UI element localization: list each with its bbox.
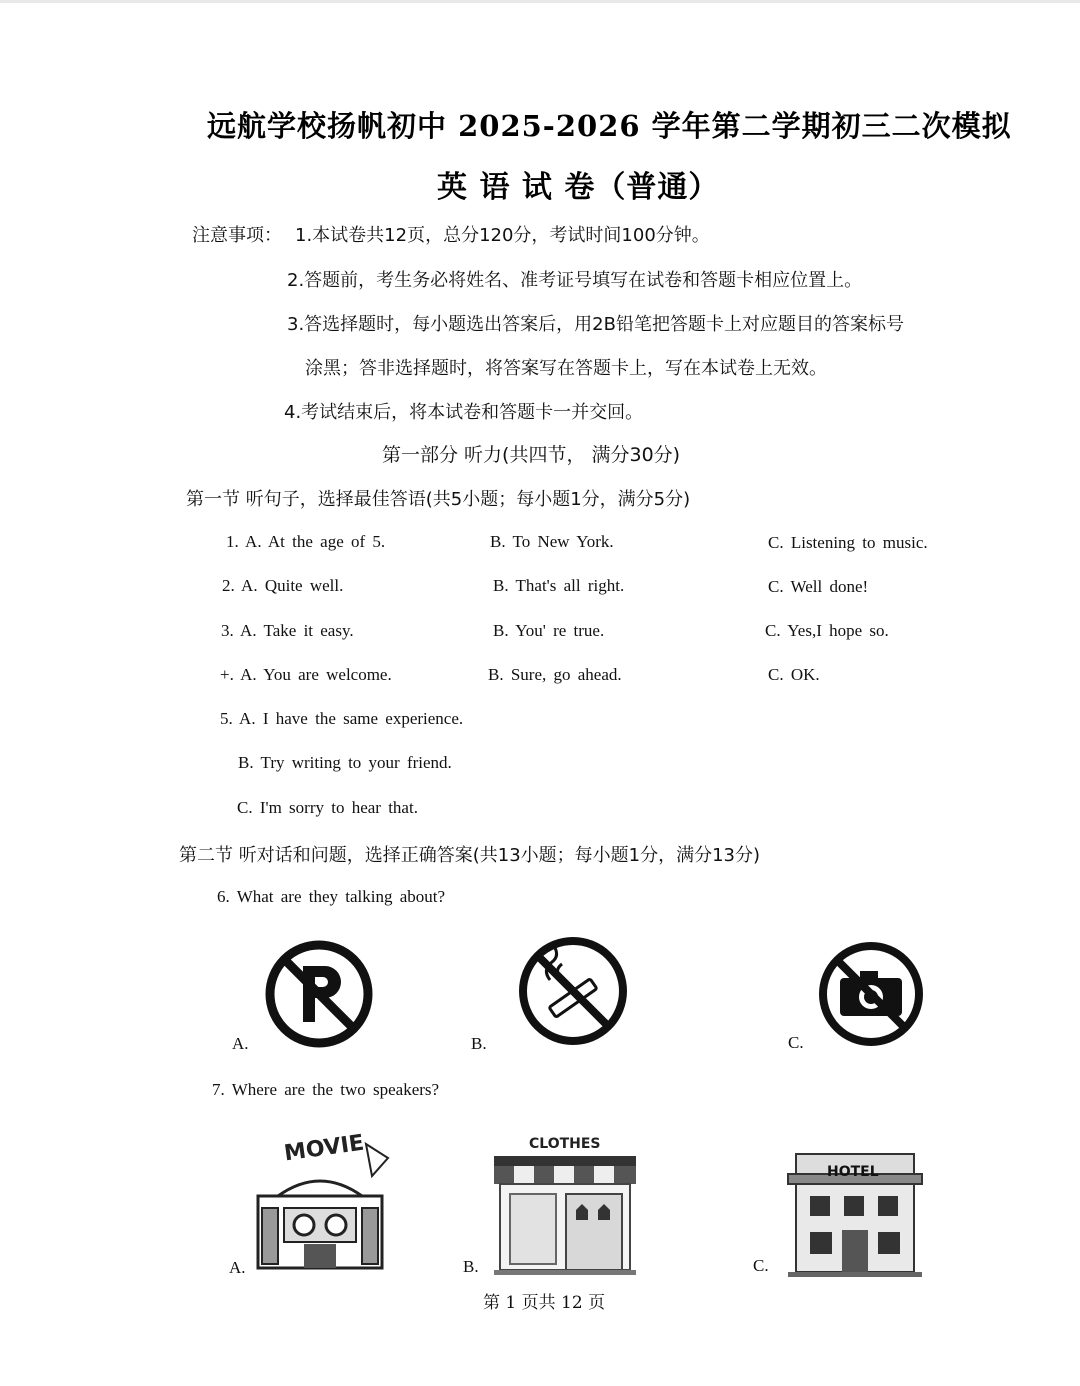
q4-option-b: B. Sure, go ahead.: [488, 665, 622, 684]
q7-stem: 7. Where are the two speakers?: [212, 1080, 440, 1099]
q4-option-a: +. A. You are welcome.: [220, 665, 392, 684]
q1-option-b: B. To New York.: [490, 532, 614, 551]
top-border: [0, 0, 1080, 3]
q3-option-a: 3. A. Take it easy.: [221, 621, 354, 640]
q1-option-c: C. Listening to music.: [768, 533, 928, 552]
q2-option-c: C. Well done!: [768, 577, 869, 596]
no-smoking-icon: [516, 934, 630, 1048]
note-item-1: 1.本试卷共12页，总分120分，考试时间100分钟。: [295, 225, 710, 246]
q6-label-c: C.: [788, 1033, 804, 1052]
movie-sign-text: MOVIE: [282, 1130, 366, 1167]
page-number: 第 1 页共 12 页: [483, 1293, 606, 1313]
q5-option-a: 5. A. I have the same experience.: [220, 709, 464, 728]
no-camera-icon: [816, 938, 926, 1050]
q3-option-c: C. Yes,I hope so.: [765, 621, 889, 640]
q6-label-a: A.: [232, 1034, 249, 1053]
section2-heading: 第二节 听对话和问题，选择正确答案(共13小题；每小题1分，满分13分): [179, 845, 761, 866]
note-item-2: 2.答题前，考生务必将姓名、准考证号填写在试卷和答题卡相应位置上。: [287, 270, 863, 291]
q7-label-b: B.: [463, 1257, 479, 1276]
notes-label: 注意事项：: [192, 225, 282, 246]
q6-stem: 6. What are they talking about?: [217, 887, 446, 906]
exam-subtitle: 英 语 试 卷（普通）: [437, 170, 720, 205]
part1-title: 第一部分 听力(共四节， 满分30分): [382, 444, 681, 466]
clothes-sign-text: CLOTHES: [529, 1136, 601, 1152]
note-item-4: 4.考试结束后，将本试卷和答题卡一并交回。: [284, 402, 644, 423]
q2-option-b: B. That's all right.: [493, 576, 625, 595]
q7-label-c: C.: [753, 1256, 769, 1275]
q4-option-c: C. OK.: [768, 665, 820, 684]
q7-label-a: A.: [229, 1258, 246, 1277]
clothes-shop-icon: [490, 1152, 640, 1276]
no-parking-icon: [263, 938, 375, 1050]
q5-option-c: C. I'm sorry to hear that.: [237, 798, 418, 817]
section1-heading: 第一节 听句子，选择最佳答语(共5小题；每小题1分，满分5分): [186, 489, 691, 510]
note-item-3a: 3.答选择题时，每小题选出答案后，用2B铅笔把答题卡上对应题目的答案标号: [287, 314, 904, 335]
q2-option-a: 2. A. Quite well.: [222, 576, 344, 595]
q1-option-a: 1. A. At the age of 5.: [226, 532, 386, 551]
q6-label-b: B.: [471, 1034, 487, 1053]
exam-title: 远航学校扬帆初中 2025-2026 学年第二学期初三二次模拟: [207, 109, 1012, 143]
hotel-sign-text: HOTEL: [827, 1164, 879, 1180]
q3-option-b: B. You' re true.: [493, 621, 605, 640]
q5-option-b: B. Try writing to your friend.: [238, 753, 452, 772]
note-item-3b: 涂黑；答非选择题时，将答案写在答题卡上，写在本试卷上无效。: [305, 358, 827, 379]
